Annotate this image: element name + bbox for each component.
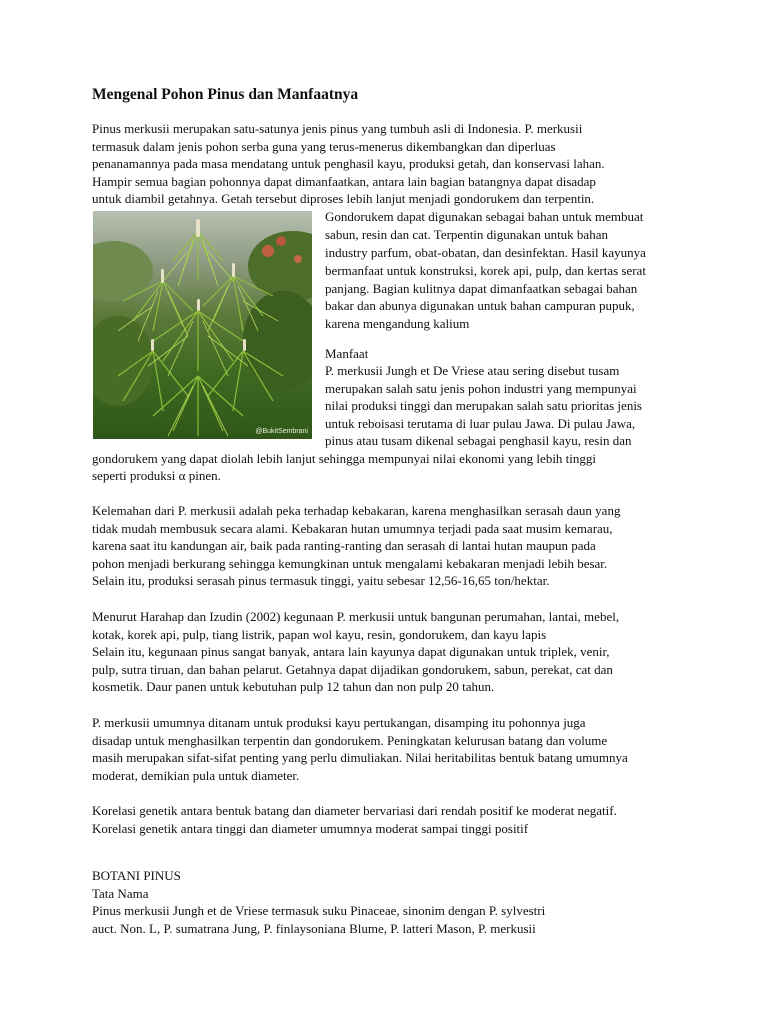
kelemahan-line: pohon menjadi berkurang sehingga kemungkinan untuk mengalami kebakaran menjadi lebih besar. [92, 556, 608, 571]
manfaat-line: untuk reboisasi terutama di luar pulau Jawa. Di pulau Jawa, [325, 416, 636, 431]
harahap-line: Selain itu, kegunaan pinus sangat banyak, antara lain kayunya dapat digunakan untuk triplek, venir, [92, 644, 610, 659]
side-line: bakar dan abunya digunakan untuk bahan campuran pupuk, [325, 298, 635, 313]
intro-line: untuk diambil getahnya. Getah tersebut diproses lebih lanjut menjadi gondorukem dan terpentin. [92, 191, 595, 206]
manfaat-line: seperti produksi α pinen. [92, 468, 221, 483]
botani-line: Pinus merkusii Jungh et de Vriese termasuk suku Pinaceae, sinonim dengan P. sylvestri [92, 903, 546, 918]
intro-line: Hampir semua bagian pohonnya dapat dimanfaatkan, antara lain bagian batangnya dapat disadap [92, 174, 596, 189]
intro-line: penanamannya pada masa mendatang untuk penghasil kayu, produksi getah, dan konservasi lahan. [92, 156, 605, 171]
kelemahan-line: Selain itu, produksi serasah pinus termasuk tinggi, yaitu sebesar 12,56-16,65 ton/hektar. [92, 573, 550, 588]
botani-heading: BOTANI PINUS [92, 868, 181, 883]
tata-nama-heading: Tata Nama [92, 886, 149, 901]
manfaat-line: gondorukem yang dapat diolah lebih lanjut sehingga mempunyai nilai ekonomi yang lebih tinggi [92, 451, 597, 466]
intro-line: termasuk dalam jenis pohon serba guna yang terus-menerus dikembangkan dan diperluas [92, 139, 556, 154]
kelemahan-line: karena saat itu kandungan air, baik pada ranting-ranting dan serasah di lantai hutan maupun pada [92, 538, 596, 553]
korelasi-line: Korelasi genetik antara tinggi dan diameter umumnya moderat sampai tinggi positif [92, 821, 529, 836]
ditanam-line: moderat, demikian pula untuk diameter. [92, 768, 300, 783]
intro-line: Pinus merkusii merupakan satu-satunya jenis pinus yang tumbuh asli di Indonesia. P. merkusii [92, 121, 583, 136]
kelemahan-line: tidak mudah membusuk secara alami. Kebakaran hutan umumnya terjadi pada saat musim kemarau, [92, 521, 613, 536]
side-line: sabun, resin dan cat. Terpentin digunakan untuk bahan [325, 227, 608, 242]
harahap-line: Menurut Harahap dan Izudin (2002) kegunaan P. merkusii untuk bangunan perumahan, lantai, mebel, [92, 609, 620, 624]
manfaat-line: merupakan salah satu jenis pohon industri yang mempunyai [325, 381, 637, 396]
side-line: panjang. Bagian kulitnya dapat dimanfaatkan sebagai bahan [325, 281, 638, 296]
harahap-line: kotak, korek api, pulp, tiang listrik, papan wol kayu, resin, gondorukem, dan kayu lapis [92, 627, 547, 642]
harahap-line: pulp, sutra tiruan, dan bahan pelarut. Getahnya dapat dijadikan gondorukem, sabun, perekat, cat dan [92, 662, 613, 677]
photo-watermark: @BukitSembrani [255, 428, 308, 435]
manfaat-line: pinus atau tusam dikenal sebagai penghasil kayu, resin dan [325, 433, 632, 448]
manfaat-line: nilai produksi tinggi dan merupakan salah satu prioritas jenis [325, 398, 642, 413]
ditanam-line: P. merkusii umumnya ditanam untuk produksi kayu pertukangan, disamping itu pohonnya juga [92, 715, 586, 730]
pine-tree-photo [93, 211, 312, 439]
side-line: karena mengandung kalium [325, 316, 470, 331]
manfaat-line: P. merkusii Jungh et De Vriese atau sering disebut tusam [325, 363, 620, 378]
ditanam-line: disadap untuk menghasilkan terpentin dan gondorukem. Peningkatan kelurusan batang dan volume [92, 733, 608, 748]
korelasi-line: Korelasi genetik antara bentuk batang dan diameter bervariasi dari rendah positif ke moderat negatif. [92, 803, 617, 818]
side-line: bermanfaat untuk konstruksi, korek api, pulp, dan kertas serat [325, 263, 646, 278]
side-line: industry parfum, obat-obatan, dan desinfektan. Hasil kayunya [325, 245, 646, 260]
manfaat-heading: Manfaat [325, 346, 369, 361]
document-title: Mengenal Pohon Pinus dan Manfaatnya [92, 86, 359, 103]
kelemahan-line: Kelemahan dari P. merkusii adalah peka terhadap kebakaran, karena menghasilkan serasah daun yang [92, 503, 621, 518]
harahap-line: kosmetik. Daur panen untuk kebutuhan pulp 12 tahun dan non pulp 20 tahun. [92, 679, 495, 694]
side-line: Gondorukem dapat digunakan sebagai bahan untuk membuat [325, 209, 644, 224]
botani-line: auct. Non. L, P. sumatrana Jung, P. finlaysoniana Blume, P. latteri Mason, P. merkusii [92, 921, 536, 936]
ditanam-line: masih merupakan sifat-sifat penting yang perlu dimuliakan. Nilai heritabilitas bentuk batang umumnya [92, 750, 628, 765]
